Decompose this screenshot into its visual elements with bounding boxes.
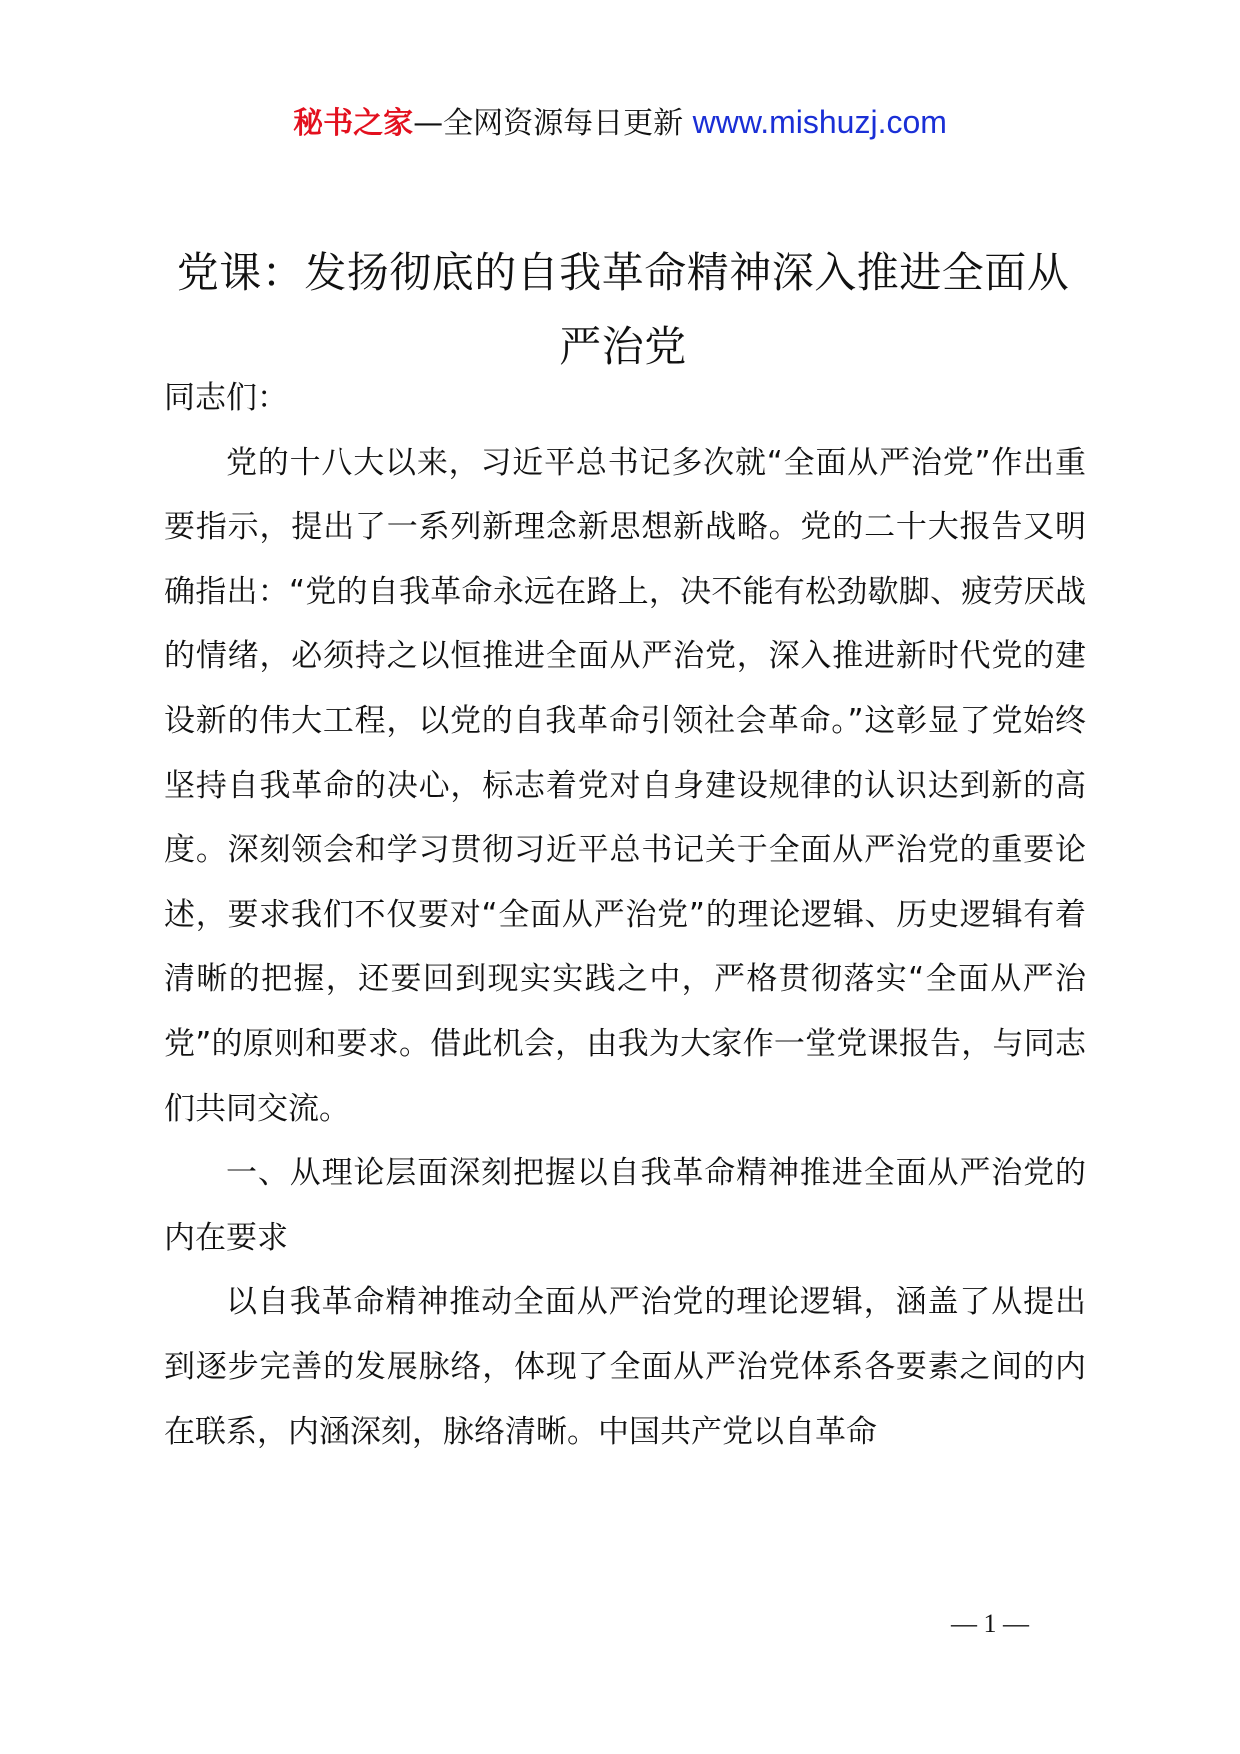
website-url[interactable]: www.mishuzj.com	[692, 104, 947, 140]
brand-name: 秘书之家	[293, 106, 414, 141]
paragraph-intro: 党的十八大以来，习近平总书记多次就“全面从严治党”作出重要指示，提出了一系列新理念新思想新战略。党的二十大报告又明确指出：“党的自我革命永远在路上，决不能有松劲歇脚、疲劳厌战的情绪，必须持之以恒推进全面从严治党，深入推进新时代党的建设新的伟大工程，以党的自我革命引领社会革命。”这彰显了党始终坚持自我革命的决心，标志着党对自身建设规律的认识达到新的高度。深刻领会和学习贯彻习近平总书记关于全面从严治党的重要论述，要求我们不仅要对“全面从严治党”的理论逻辑、历史逻辑有着清晰的把握，还要回到现实实践之中，严格贯彻落实“全面从严治党”的原则和要求。借此机会，由我为大家作一堂党课报告，与同志们共同交流。	[164, 444, 1086, 1127]
paragraph-section-1: 以自我革命精神推动全面从严治党的理论逻辑，涵盖了从提出到逐步完善的发展脉络，体现了全面从严治党体系各要素之间的内在联系，内涵深刻，脉络清晰。中国共产党以自革命	[164, 1284, 1086, 1450]
banner-tagline: —全网资源每日更新	[413, 106, 693, 141]
site-banner	[0, 98, 1240, 148]
page-number: — 1 —	[951, 1609, 1029, 1638]
document-body	[164, 366, 1086, 1464]
document-title: 党课：发扬彻底的自我革命精神深入推进全面从严治党	[176, 248, 1070, 371]
section-heading-1: 一、从理论层面深刻把握以自我革命精神推进全面从严治党的内在要求	[164, 1155, 1086, 1256]
salutation: 同志们：	[164, 380, 288, 416]
